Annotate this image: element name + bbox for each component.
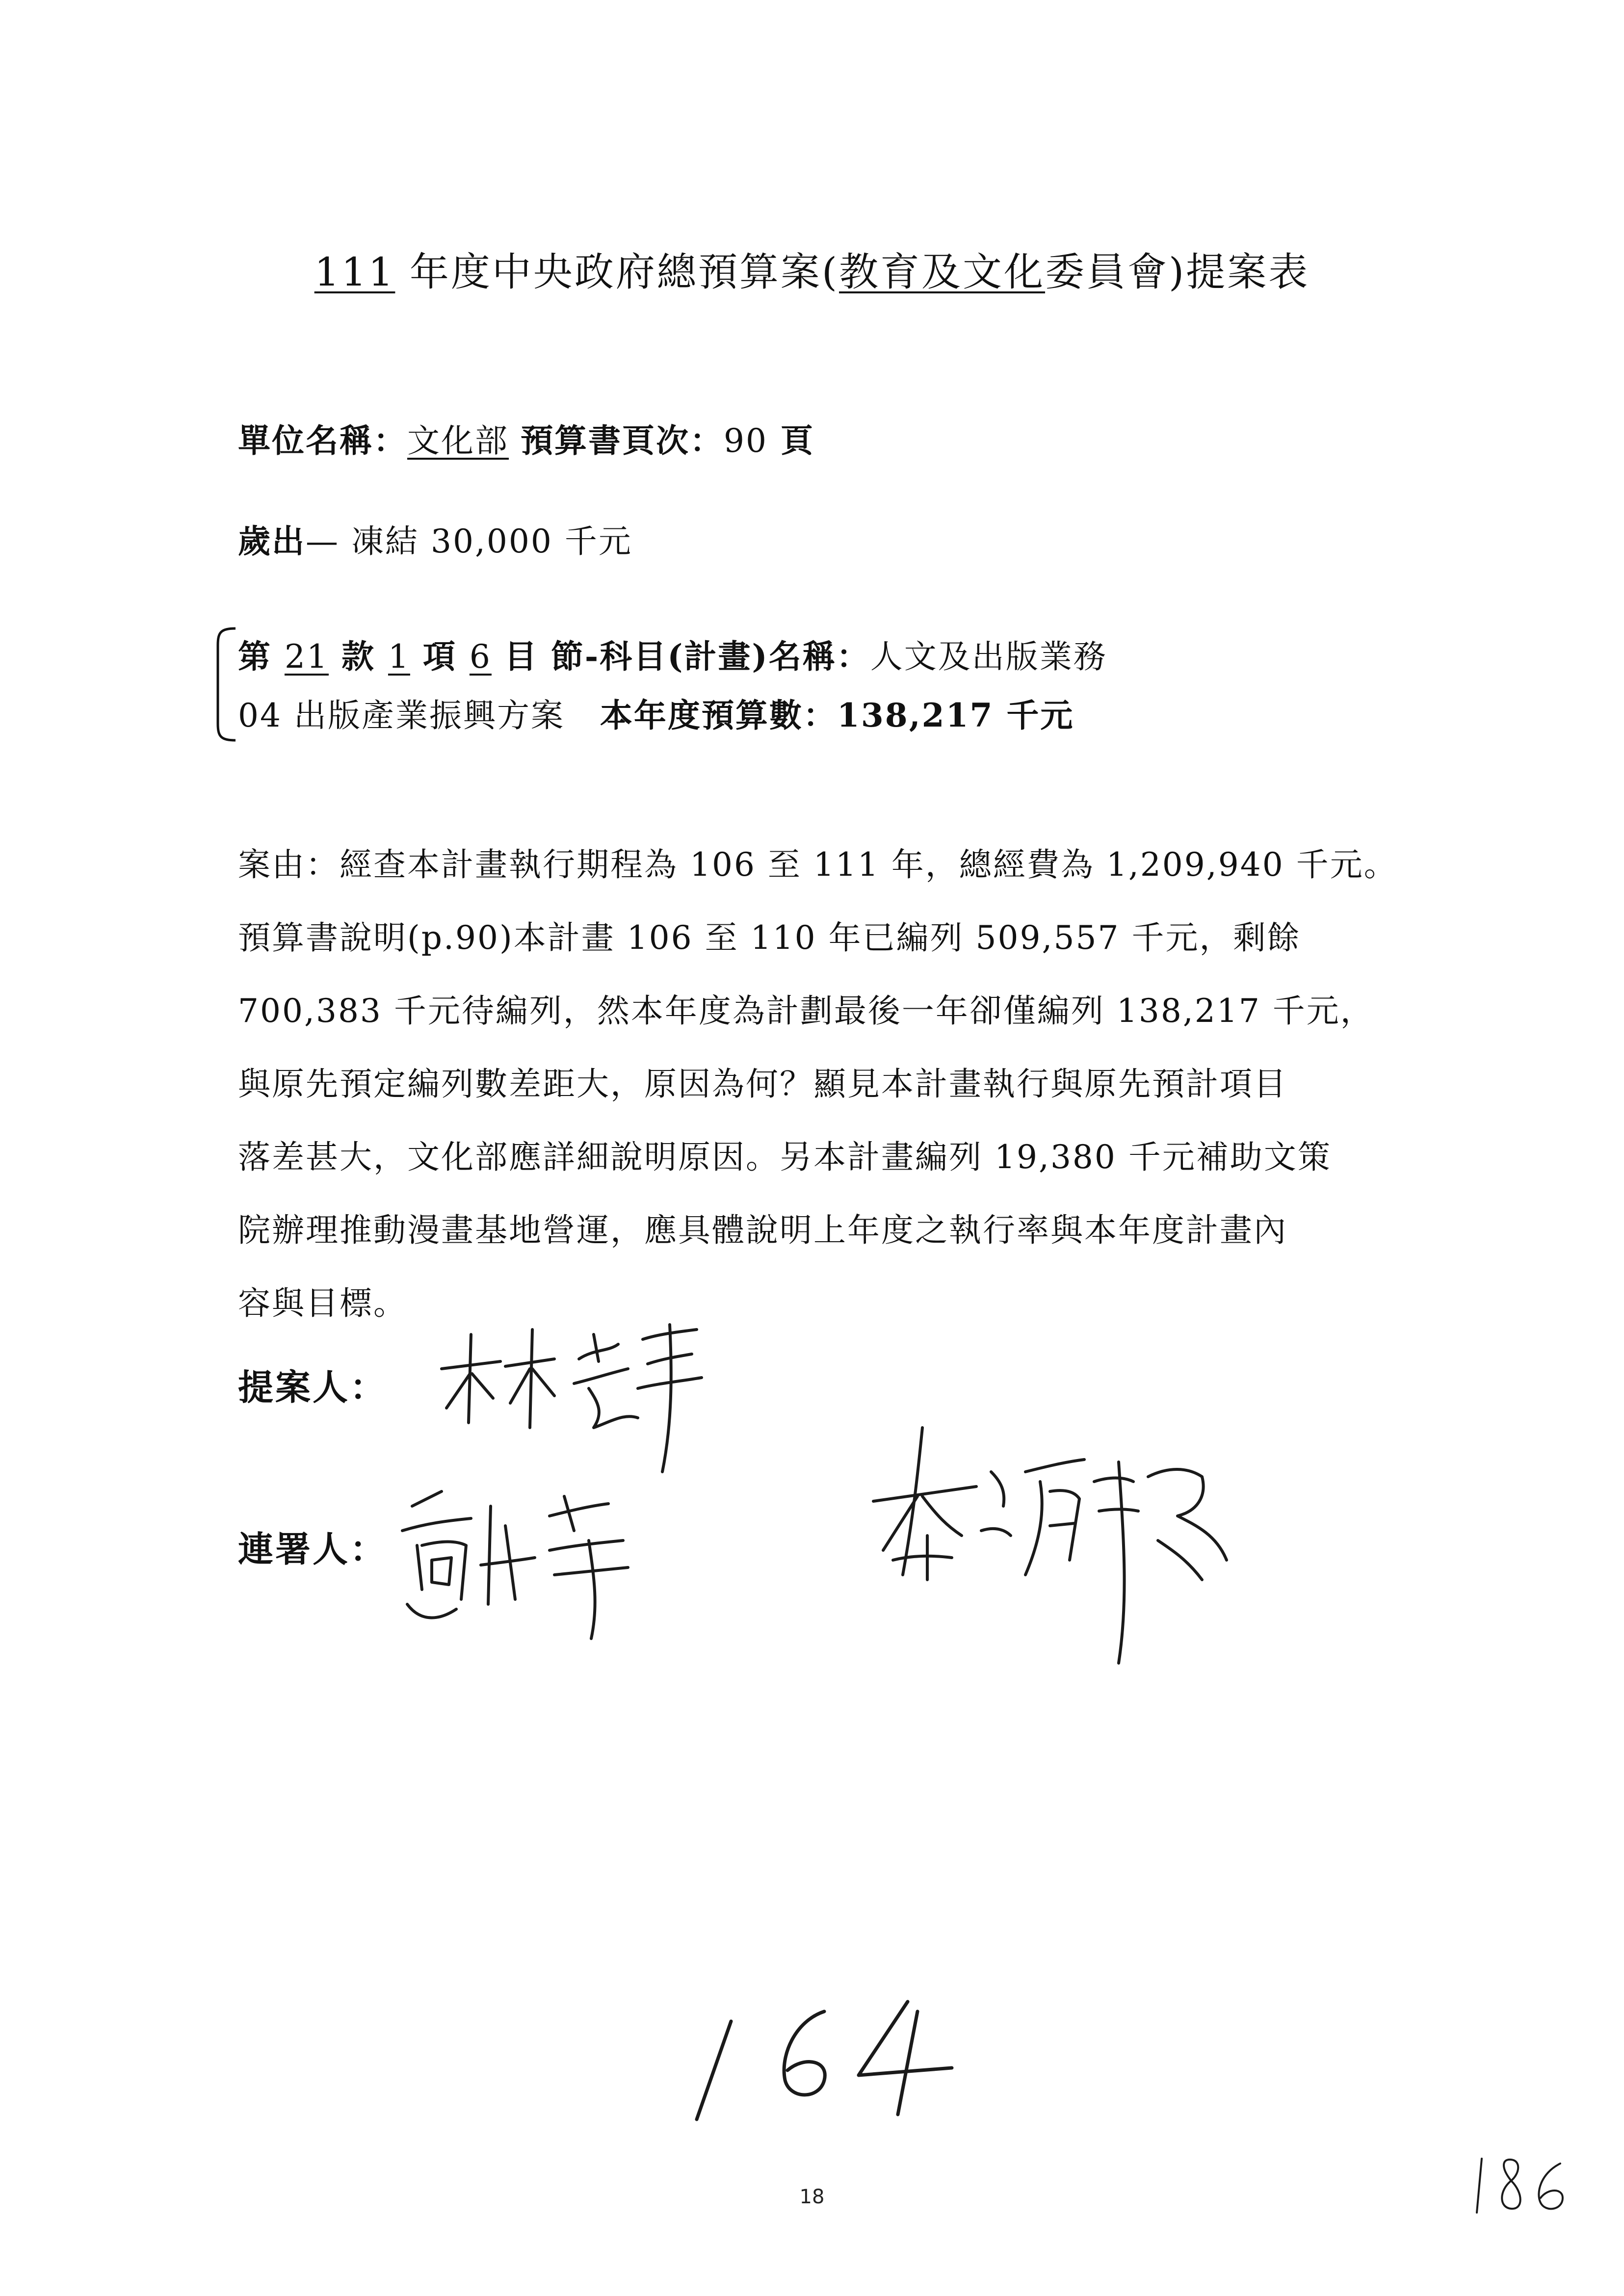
unit-name: 文化部 [407, 422, 509, 460]
budget-page-label: 預算書頁次： [520, 421, 724, 460]
reason-line: 案由：經查本計畫執行期程為 106 至 111 年，總經費為 1,209,940 千元。 [238, 846, 1398, 884]
item-kuan-label: 款 [328, 637, 388, 676]
reason-line: 院辦理推動漫畫基地營運，應具體說明上年度之執行率與本年度計畫內 [238, 1211, 1287, 1249]
cosigner-signature-2 [864, 1413, 1236, 1668]
expenditure-line [238, 515, 632, 562]
reason-line: 700,383 千元待編列，然本年度為計劃最後一年卻僅編列 138,217 千元， [238, 992, 1374, 1030]
item-prefix: 第 [238, 637, 285, 676]
title-middle: 年度中央政府總預算案( [395, 249, 839, 295]
budget-page-suffix: 頁 [767, 421, 814, 460]
reason-line: 預算書說明(p.90)本計畫 106 至 110 年已編列 509,557 千元，剩餘 [238, 919, 1301, 957]
proposer-label: 提案人： [238, 1366, 388, 1408]
budget-page-value: 90 [723, 422, 768, 460]
unit-label: 單位名稱： [238, 421, 407, 460]
cosigner-label: 連署人： [238, 1528, 388, 1570]
reason-line: 與原先預定編列數差距大，原因為何？顯見本計畫執行與原先預計項目 [238, 1065, 1287, 1103]
item-mu: 6 [469, 638, 492, 676]
item-xiang: 1 [388, 638, 410, 676]
budget-amount-value: 138,217 千元 [837, 696, 1074, 734]
item-xiang-label: 項 [410, 637, 470, 676]
document-title [0, 240, 1624, 297]
page-number: 18 [799, 2186, 825, 2208]
handwritten-number-164 [677, 1982, 981, 2129]
item-line-1 [238, 630, 1107, 677]
title-end: 委員會)提案表 [1045, 249, 1310, 295]
expenditure-label: 歲出 [238, 522, 306, 560]
title-year: 111 [314, 249, 395, 295]
proposer-signature [432, 1315, 707, 1482]
cosigner-signature-1 [393, 1477, 667, 1644]
item-kuan: 21 [284, 638, 329, 676]
item-name-value: 人文及出版業務 [870, 638, 1107, 676]
item-mu-label: 目 [491, 637, 551, 676]
expenditure-action: 凍結 30,000 千元 [351, 522, 632, 560]
title-committee: 教育及文化 [839, 249, 1046, 295]
item-bracket-icon [211, 626, 240, 743]
item-name-label: 節-科目(計畫)名稱： [550, 637, 870, 676]
unit-line [238, 415, 814, 461]
reason-line: 容與目標。 [238, 1284, 407, 1322]
budget-amount-label: 本年度預算數： [600, 696, 837, 734]
item-line-2 [238, 689, 1074, 736]
item-code: 04 出版產業振興方案 [238, 697, 565, 734]
expenditure-dash: — [306, 522, 351, 560]
reason-paragraph [238, 828, 1440, 1340]
reason-line: 落差甚大，文化部應詳細說明原因。另本計畫編列 19,380 千元補助文策 [238, 1138, 1332, 1176]
